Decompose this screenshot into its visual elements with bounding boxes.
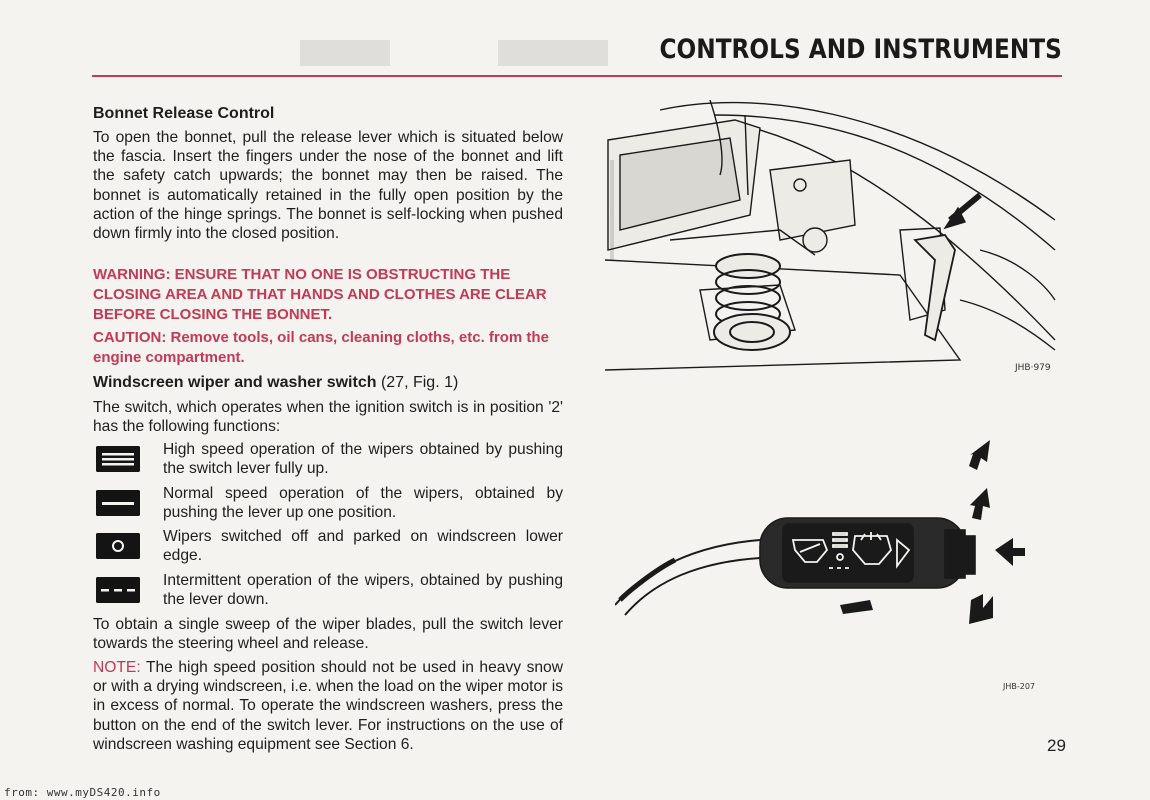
normal-speed-symbol-icon [96,490,140,516]
bonnet-heading: Bonnet Release Control [93,105,275,122]
note-label: NOTE: [93,659,141,676]
wiper-intro: The switch, which operates when the ignition switch is in position '2' has the following functions: [93,399,563,436]
footer-url: from: www.myDS420.info [4,786,161,799]
wiper-heading [93,373,563,392]
bonnet-caution: CAUTION: Remove tools, oil cans, cleaning cloths, etc. from the engine compartment. [93,329,549,366]
single-sweep-text: To obtain a single sweep of the wiper blades, pull the switch lever towards the steering wheel and release. [93,616,563,653]
page-number: 29 [1047,736,1066,755]
wiper-function-text: Intermittent operation of the wipers, obtained by pushing the lever down. [163,572,563,609]
bonnet-release-illustration [600,100,1060,378]
note-text: The high speed position should not be used in heavy snow or with a drying windscreen, i.e. when the load on the wiper motor is in excess of normal. To operate the windscreen washers, press the button on the end of the switch lever. For instructions on the use of windscreen washing equipment see Section 6. [93,659,563,753]
faded-header-bar [300,40,390,66]
wiper-function-item [93,527,563,571]
wiper-function-text: Normal speed operation of the wipers, obtained by pushing the lever up one position. [163,485,563,522]
wiper-function-item [93,440,563,484]
bonnet-warning: WARNING: ENSURE THAT NO ONE IS OBSTRUCTING THE CLOSING AREA AND THAT HANDS AND CLOTHES ARE CLEAR BEFORE CLOSING THE BONNET. [93,266,547,323]
high-speed-symbol-icon [96,446,140,472]
wiper-note [93,658,563,754]
bonnet-body: To open the bonnet, pull the release lever which is situated below the fascia. Insert the fingers under the nose of the bonnet and lift the safety catch upwards; the bonnet may then be raised. The bonnet is automatically retained in the fully open position by the action of the hinge springs. The bonnet is self-locking when pushed down firmly into the closed position. [93,129,563,243]
wiper-function-text: High speed operation of the wipers obtained by pushing the switch lever fully up. [163,441,563,478]
faded-header-bar [498,40,608,66]
wiper-function-text: Wipers switched off and parked on windscreen lower edge. [163,528,563,565]
figure-label-wiper: JHB-207 [1003,682,1036,691]
wiper-heading-ref: (27, Fig. 1) [380,374,459,391]
wiper-function-item [93,484,563,528]
intermittent-symbol-icon [96,577,140,603]
wiper-heading-text: Windscreen wiper and washer switch [93,374,377,391]
wiper-function-item [93,571,563,615]
wiper-switch-illustration [615,440,1035,640]
wipers-off-symbol-icon [96,533,140,559]
figure-label-bonnet: JHB·979 [1015,363,1051,373]
page-header-title: CONTROLS AND INSTRUMENTS [659,34,1062,65]
header-rule [92,75,1062,77]
